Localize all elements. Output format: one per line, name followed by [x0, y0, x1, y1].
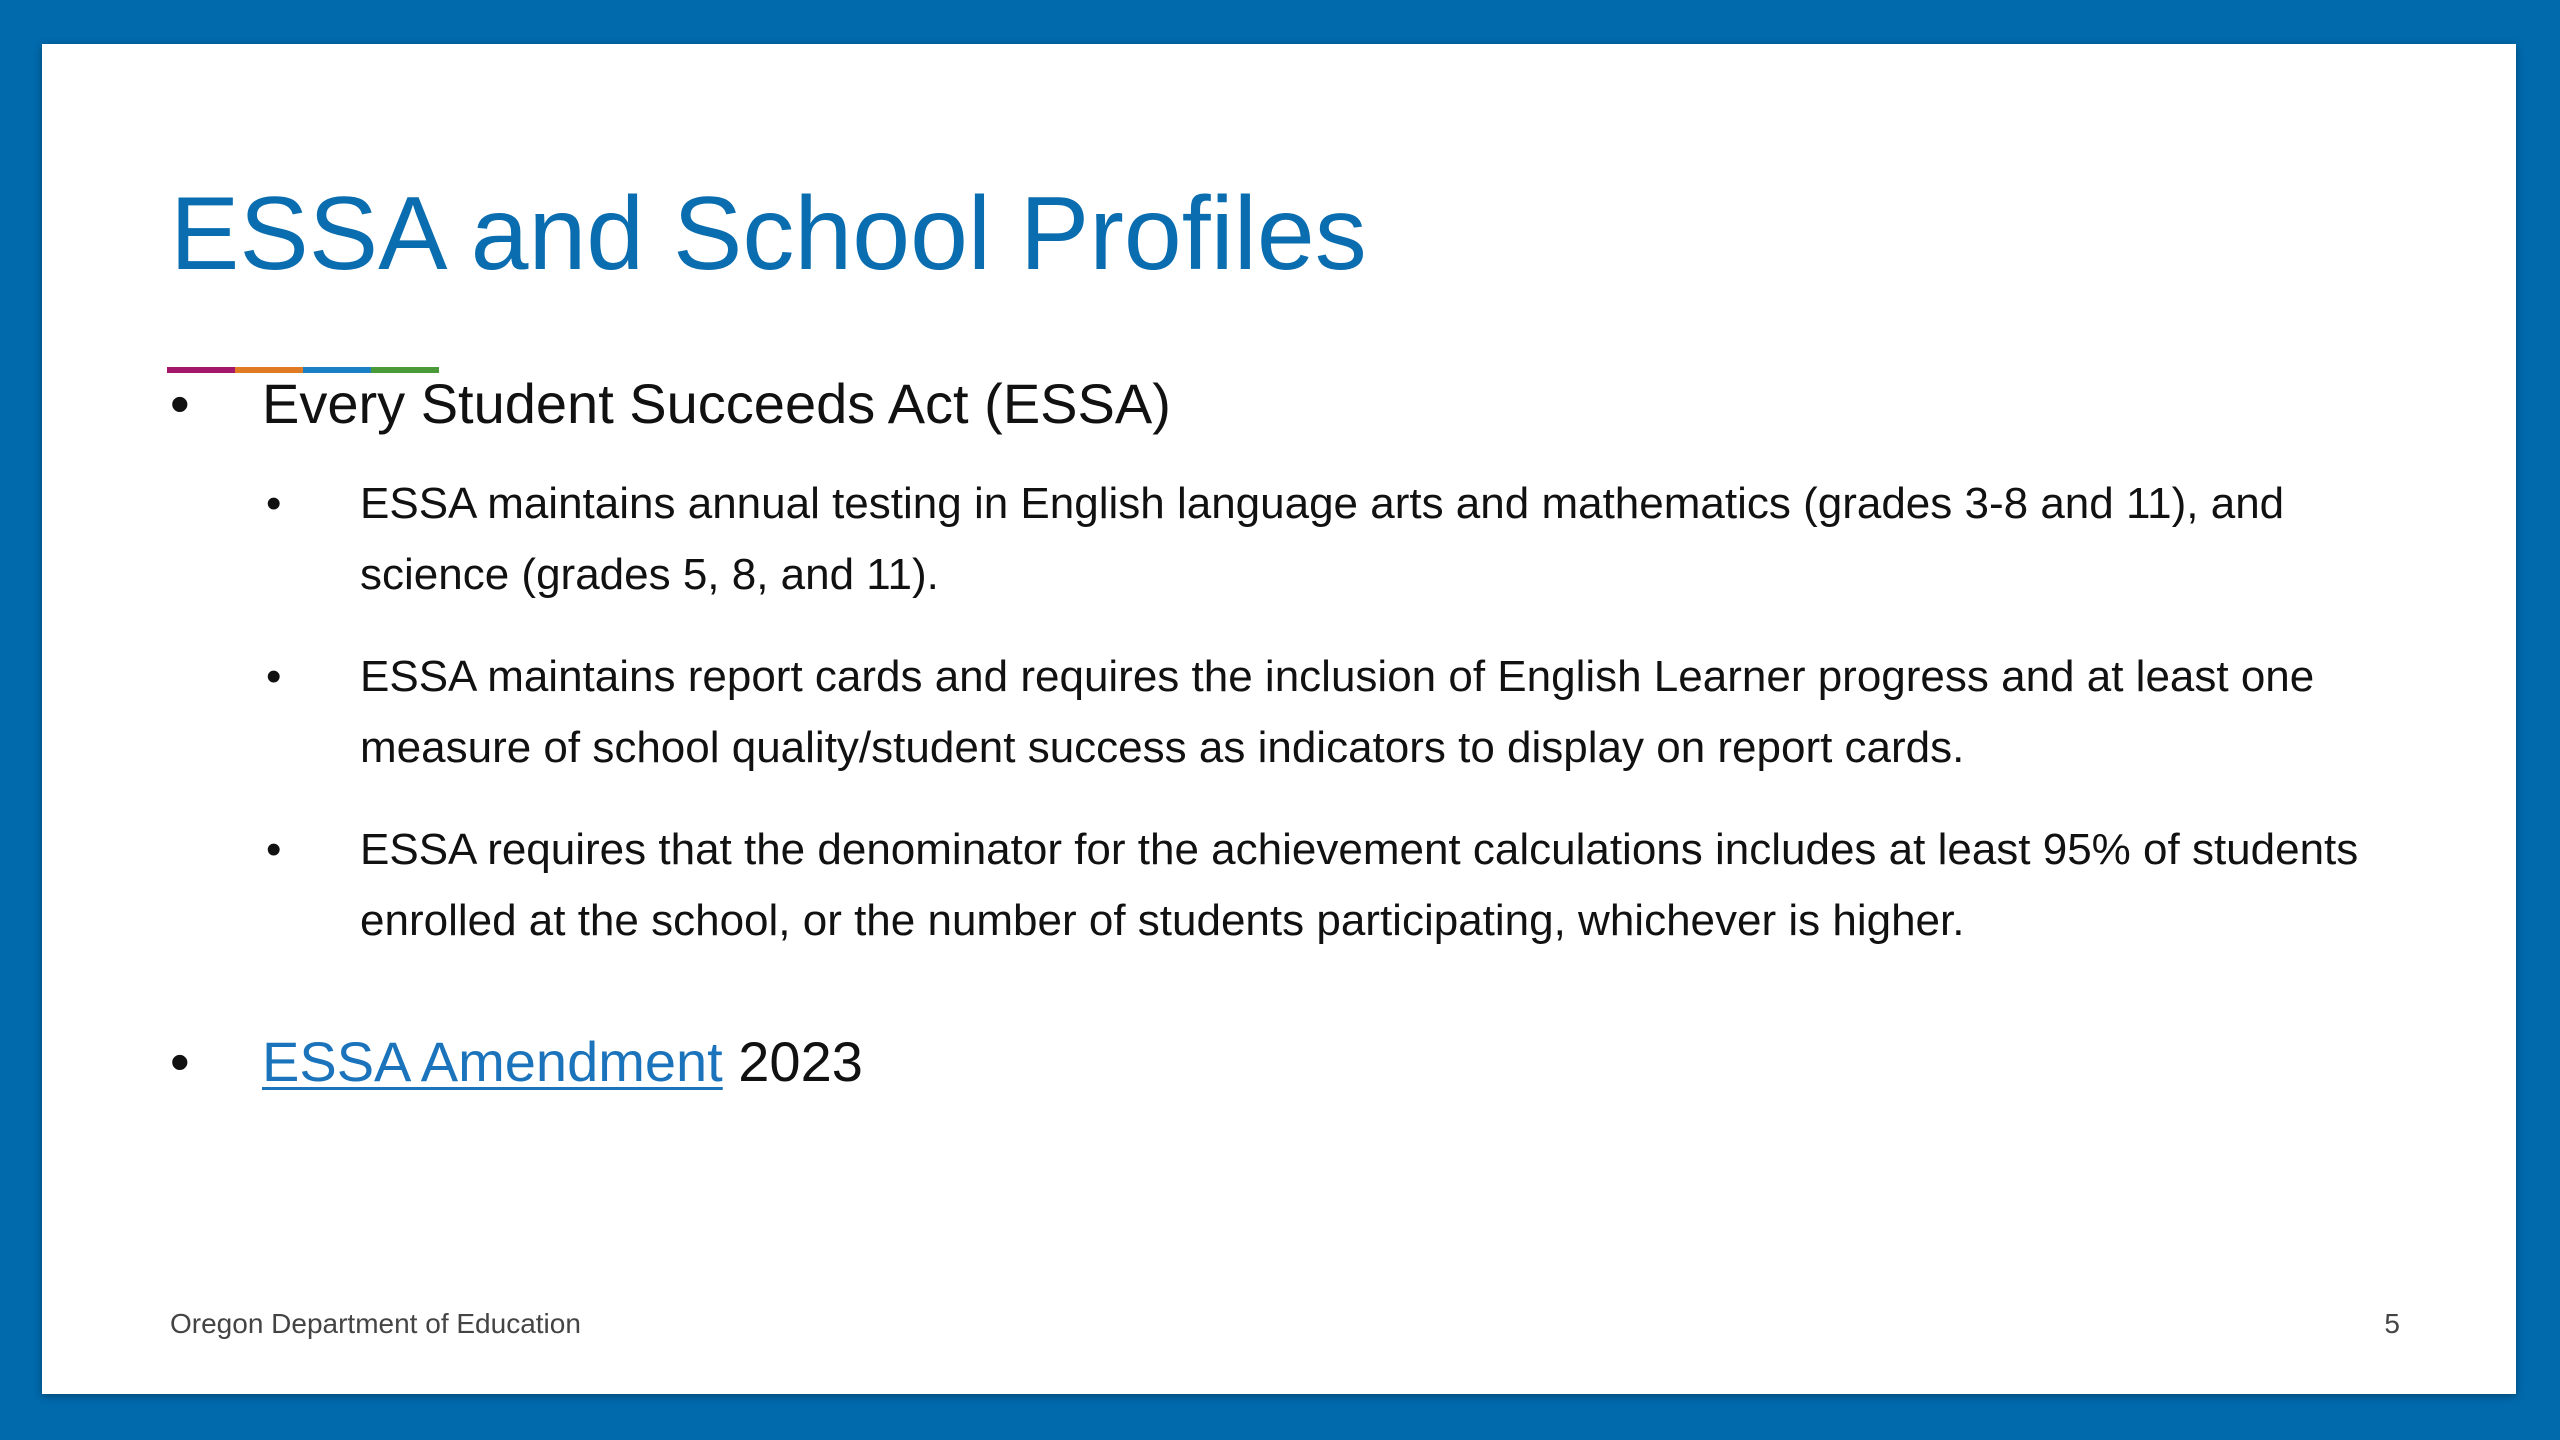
sub-bullet-dot-icon: •	[266, 479, 282, 528]
essa-amendment-link[interactable]: ESSA Amendment	[262, 1030, 723, 1093]
sub-bullet-testing	[266, 468, 2416, 610]
sub-bullet-dot-icon: •	[266, 825, 282, 874]
sub-bullet-denominator-text: ESSA requires that the denominator for the achievement calculations includes at least 95% of students enrolled at the school, or the number of students participating, whichever is higher.	[360, 825, 2359, 945]
slide-title: ESSA and School Profiles	[170, 176, 1367, 292]
sub-bullet-testing-text: ESSA maintains annual testing in English language arts and mathematics (grades 3-8 and 11), and science (grades 5, 8, and 11).	[360, 479, 2285, 599]
sub-bullet-dot-icon: •	[266, 652, 282, 701]
slide	[42, 44, 2516, 1394]
sub-bullet-report-cards-text: ESSA maintains report cards and requires the inclusion of English Learner progress and at least one measure of school quality/student success as indicators to display on report cards.	[360, 652, 2315, 772]
bullet-essa-amendment-text	[262, 1027, 863, 1097]
footer-organization: Oregon Department of Education	[170, 1308, 581, 1339]
sub-bullet-report-cards	[266, 641, 2416, 783]
footer-page-number: 5	[2384, 1308, 2400, 1339]
bullet-dot-icon: •	[170, 1030, 190, 1093]
bullet-essa-text: Every Student Succeeds Act (ESSA)	[262, 372, 1171, 435]
sub-bullet-denominator	[266, 814, 2416, 956]
essa-amendment-year: 2023	[722, 1030, 863, 1093]
bullet-dot-icon: •	[170, 372, 190, 435]
